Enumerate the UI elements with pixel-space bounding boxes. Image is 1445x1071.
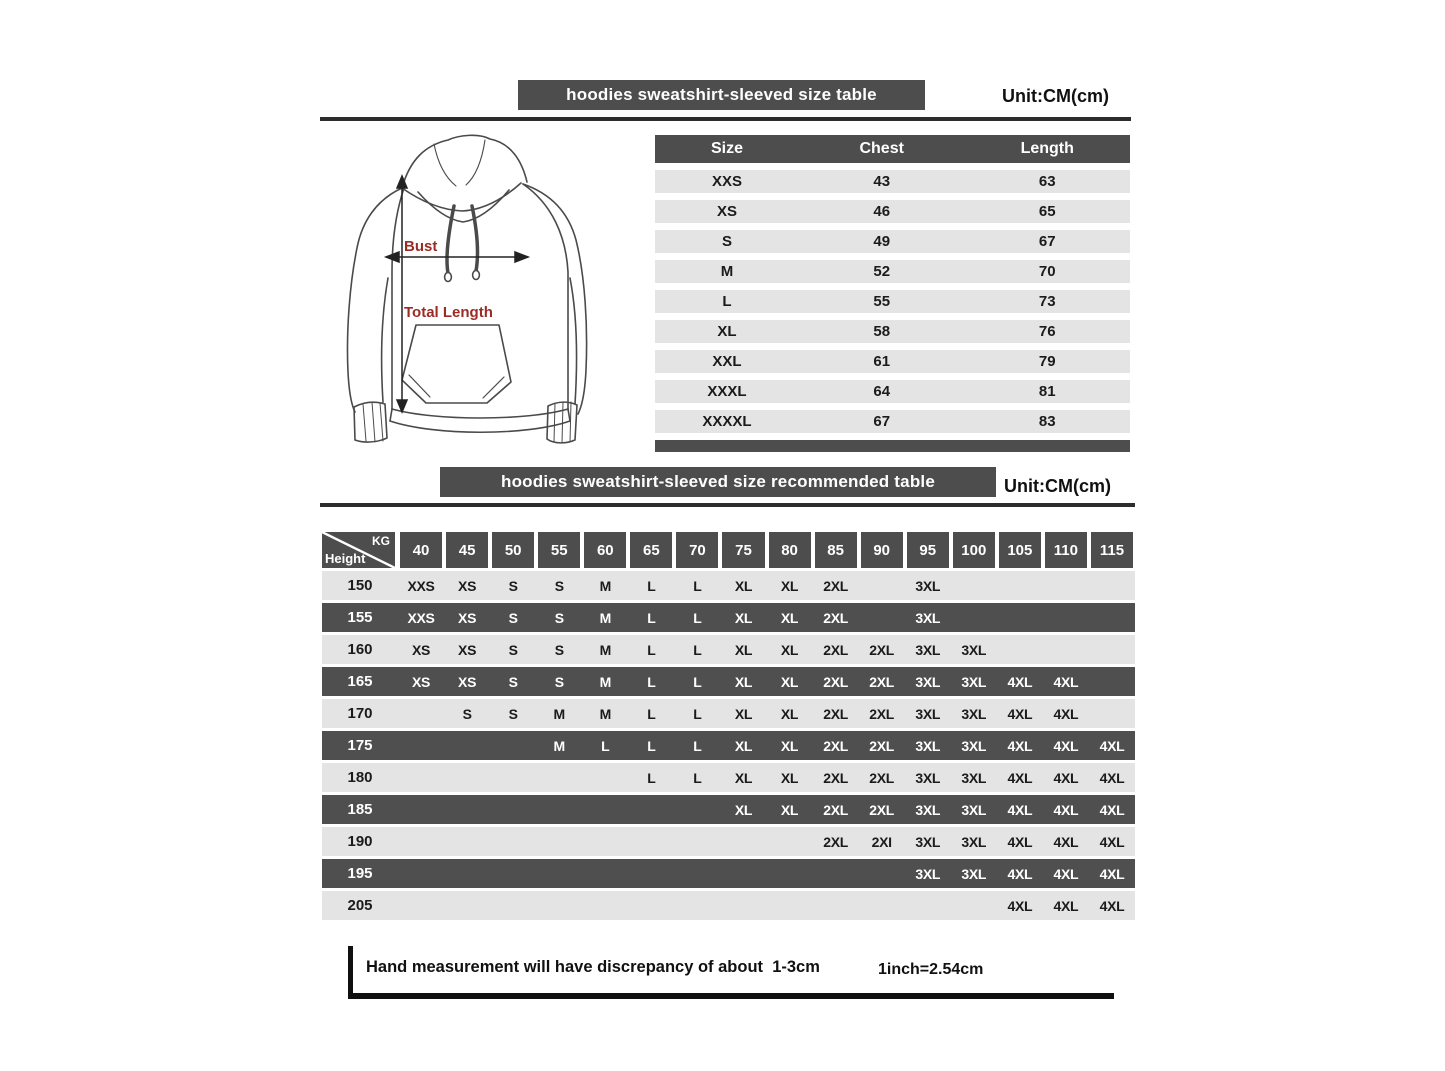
size-row-s [655,230,1130,253]
size-row-xxxl [655,380,1130,403]
recommended-size-cell: 2XL [869,641,895,658]
recommended-size-cell: 2XL [869,705,895,722]
recommended-size-cell: M [599,705,611,722]
recommended-size-cell [859,891,905,920]
recommended-size-cell: L [693,737,702,754]
size-cell: 63 [1038,173,1056,190]
recommended-size-cell: L [647,769,656,786]
recommended-size-cell: XL [780,673,799,690]
weight-header-110: 110 [1045,532,1087,568]
recommended-size-cell: L [693,577,702,594]
height-label: 170 [347,705,373,722]
note-underline [348,993,1114,999]
recommended-size-cell: 2XL [823,673,848,690]
recommended-size-cell [720,827,766,856]
recommended-size-cell [951,603,997,632]
height-label: 180 [347,769,373,786]
weight-header-45: 45 [446,532,488,568]
recommended-size-cell [720,859,766,888]
column-header-chest: Chest [859,140,904,157]
height-label: 205 [347,897,373,914]
recommended-size-cell: XL [734,609,753,626]
size-cell: XXS [711,173,742,190]
recommended-size-cell: 2XL [823,769,848,786]
height-row-150 [322,571,1135,600]
recommended-size-cell: 2XL [823,641,848,658]
weight-header-55: 55 [538,532,580,568]
weight-header-115: 115 [1091,532,1133,568]
recommended-size-cell: 3XL [961,737,987,754]
height-row-155 [322,603,1135,632]
recommended-size-cell [997,603,1043,632]
recommended-size-cell [490,731,536,760]
size-cell: XXL [712,353,742,370]
size-cell: L [722,293,732,310]
weight-header-65: 65 [630,532,672,568]
recommended-size-cell: M [553,705,565,722]
weight-header-105: 105 [999,532,1041,568]
recommended-size-cell: XS [458,577,477,594]
size-cell: M [720,263,734,280]
recommended-size-cell: 4XL [1007,897,1033,914]
recommended-size-cell: M [599,641,611,658]
recommended-size-cell [444,763,490,792]
recommended-size-cell [1043,635,1089,664]
recommended-size-cell: XL [734,641,753,658]
recommended-size-cell [859,571,905,600]
height-label: 150 [347,577,373,594]
recommended-size-cell: 4XL [1099,801,1125,818]
height-row-180 [322,763,1135,792]
recommended-size-cell: XL [734,705,753,722]
size-row-m [655,260,1130,283]
recommended-size-cell: 2XL [823,609,848,626]
recommended-size-cell: 2XL [823,577,848,594]
weight-header-60: 60 [584,532,626,568]
recommended-size-cell [951,891,997,920]
recommended-size-cell: S [554,577,564,594]
column-header-size: Size [710,140,743,157]
recommended-size-cell [628,827,674,856]
recommended-size-cell [536,795,582,824]
recommended-size-cell: 4XL [1053,737,1079,754]
recommended-size-cell [813,891,859,920]
recommended-size-cell: L [647,641,656,658]
recommended-size-cell: S [508,577,518,594]
recommended-size-cell [951,571,997,600]
recommended-size-cell: 2XL [869,673,895,690]
measurement-discrepancy-note: Hand measurement will have discrepancy of about 1-3cm [366,958,820,976]
recommended-size-cell: XL [780,801,799,818]
recommended-size-cell: XL [780,737,799,754]
recommended-size-cell [1043,603,1089,632]
size-row-xl [655,320,1130,343]
recommended-size-cell [490,859,536,888]
recommended-size-cell [1089,667,1135,696]
recommended-size-cell: 3XL [915,577,941,594]
size-cell: 83 [1038,413,1056,430]
recommended-size-cell: 3XL [961,801,987,818]
recommended-size-cell: XL [780,705,799,722]
weight-header-100: 100 [953,532,995,568]
recommended-size-cell: 3XL [961,673,987,690]
recommended-size-cell: 3XL [915,833,941,850]
height-row-165 [322,667,1135,696]
recommended-size-cell: 4XL [1099,737,1125,754]
height-row-185 [322,795,1135,824]
recommended-size-cell: 4XL [1007,737,1033,754]
size-table-header [655,135,1130,163]
recommended-size-cell [398,859,444,888]
recommended-size-cell: M [599,577,611,594]
recommended-size-cell: L [647,737,656,754]
recommended-size-cell: 4XL [1053,897,1079,914]
divider-bottom [320,503,1135,507]
recommended-size-cell [674,859,720,888]
recommended-size-cell [628,795,674,824]
recommended-size-cell: 3XL [915,705,941,722]
recommended-size-cell: 2XI [871,833,892,850]
recommended-size-cell: XS [458,673,477,690]
recommended-size-cell: 2XL [823,833,848,850]
recommended-size-cell [1043,571,1089,600]
recommended-size-cell: S [554,641,564,658]
recommended-size-cell: L [601,737,610,754]
size-cell: 76 [1038,323,1056,340]
size-cell: XS [716,203,737,220]
size-row-xxxxl [655,410,1130,433]
recommended-size-cell [674,891,720,920]
recommended-table-title-banner: hoodies sweatshirt-sleeved size recommended table [440,467,996,497]
size-row-xxs [655,170,1130,193]
recommended-size-cell: 3XL [915,737,941,754]
size-cell: 49 [873,233,891,250]
height-row-195 [322,859,1135,888]
recommended-size-cell [582,763,628,792]
recommended-size-cell [490,795,536,824]
height-label: 175 [347,737,373,754]
recommended-size-cell [490,891,536,920]
recommended-size-cell [398,891,444,920]
recommended-size-cell: S [508,673,518,690]
weight-header-80: 80 [769,532,811,568]
recommended-size-cell [628,891,674,920]
recommended-size-cell: L [647,609,656,626]
recommended-size-cell [1089,603,1135,632]
recommended-size-cell: 2XL [823,705,848,722]
recommended-size-cell [536,827,582,856]
height-row-170 [322,699,1135,728]
recommended-size-cell [444,859,490,888]
recommended-size-cell: 4XL [1099,769,1125,786]
recommended-size-cell: L [693,705,702,722]
recommended-size-cell: 2XL [869,769,895,786]
recommended-size-cell: 4XL [1099,865,1125,882]
unit-label-bottom: Unit:CM(cm) [1004,476,1111,496]
weight-header-95: 95 [907,532,949,568]
height-label: 165 [347,673,373,690]
recommended-size-cell [536,891,582,920]
size-cell: 64 [873,383,891,400]
recommended-size-cell: XL [780,769,799,786]
recommended-size-cell [767,859,813,888]
height-row-160 [322,635,1135,664]
recommended-size-cell [997,571,1043,600]
recommended-size-cell: 2XL [823,801,848,818]
recommended-size-cell [398,731,444,760]
recommended-size-cell: XXS [407,609,435,626]
recommended-size-cell: XS [411,673,431,690]
size-cell: 58 [873,323,891,340]
recommended-size-cell [1089,571,1135,600]
weight-header-50: 50 [492,532,534,568]
recommended-size-cell: 4XL [1053,673,1079,690]
inch-conversion-note: 1inch=2.54cm [878,961,984,978]
recommended-size-cell: L [647,577,656,594]
recommended-size-cell [859,603,905,632]
column-header-length: Length [1020,140,1074,157]
recommended-size-cell: L [693,769,702,786]
weight-header-70: 70 [676,532,718,568]
recommended-size-cell [398,699,444,728]
recommended-size-cell [767,827,813,856]
recommended-size-cell: XL [780,577,799,594]
corner-height-label: Height [325,551,366,566]
unit-label-top: Unit:CM(cm) [1002,86,1109,106]
recommended-size-cell: 2XL [823,737,848,754]
recommended-size-cell: XXS [407,577,435,594]
size-cell: 67 [873,413,891,430]
recommended-size-cell: XL [734,801,753,818]
recommended-size-cell: 4XL [1099,897,1125,914]
weight-header-75: 75 [722,532,764,568]
kg-height-corner-cell [322,532,395,568]
size-row-xs [655,200,1130,223]
recommended-size-cell: 4XL [1053,865,1079,882]
recommended-size-cell: S [554,673,564,690]
recommended-size-cell: 4XL [1007,833,1033,850]
recommended-size-cell: 3XL [915,801,941,818]
recommended-size-cell: 3XL [961,865,987,882]
recommended-size-cell: 2XL [869,737,895,754]
recommended-size-cell: 3XL [961,641,987,658]
size-cell: 81 [1038,383,1056,400]
size-cell: 46 [873,203,891,220]
recommended-size-cell: XL [734,673,753,690]
recommended-size-cell: XS [458,641,477,658]
recommended-size-cell: M [599,673,611,690]
recommended-size-cell: XL [780,609,799,626]
recommended-size-cell [398,763,444,792]
recommended-size-cell: 4XL [1007,673,1033,690]
weight-header-90: 90 [861,532,903,568]
recommended-size-cell [1089,699,1135,728]
note-left-bar [348,946,353,998]
recommended-size-cell: S [508,609,518,626]
size-table [655,135,1130,452]
recommended-size-table [322,532,1135,920]
height-label: 160 [347,641,373,658]
recommended-size-cell: XS [458,609,477,626]
bust-label: Bust [404,238,438,255]
recommended-size-cell [444,827,490,856]
recommended-size-cell: 3XL [915,641,941,658]
recommended-size-cell [582,827,628,856]
size-cell: XL [717,323,737,340]
recommended-size-cell: L [647,705,656,722]
recommended-size-cell [398,795,444,824]
size-cell: 65 [1038,203,1056,220]
recommended-size-cell: S [462,705,472,722]
recommended-size-cell: 4XL [1007,865,1033,882]
recommended-size-cell: S [508,641,518,658]
recommended-size-cell [444,891,490,920]
size-cell: 52 [873,263,891,280]
recommended-size-cell: 4XL [1099,833,1125,850]
size-cell: 61 [873,353,891,370]
height-label: 185 [347,801,373,818]
recommended-size-cell [720,891,766,920]
recommended-size-cell [859,859,905,888]
size-cell: 79 [1038,353,1056,370]
recommended-size-cell: L [693,641,702,658]
recommended-size-cell: XL [780,641,799,658]
recommended-size-cell: 4XL [1007,705,1033,722]
corner-kg-label: KG [372,534,390,548]
recommended-size-cell [628,859,674,888]
recommended-size-cell: XL [734,737,753,754]
recommended-size-cell [398,827,444,856]
recommended-size-cell [997,635,1043,664]
recommended-size-cell [767,891,813,920]
recommended-size-cell: 3XL [915,673,941,690]
size-cell: 70 [1038,263,1056,280]
height-row-190 [322,827,1135,856]
recommended-size-cell [582,795,628,824]
recommended-size-cell: 4XL [1053,769,1079,786]
size-cell: XXXXL [702,413,752,430]
recommended-size-cell: 4XL [1053,705,1079,722]
recommended-size-cell: 3XL [961,833,987,850]
recommended-size-cell: M [599,609,611,626]
recommended-size-cell [536,763,582,792]
recommended-size-cell [490,827,536,856]
recommended-size-cell [444,795,490,824]
recommended-size-cell [674,827,720,856]
recommended-size-cell: 3XL [915,609,941,626]
recommended-size-cell: XL [734,769,753,786]
recommended-size-cell: 3XL [915,769,941,786]
recommended-size-cell [1089,635,1135,664]
hoodie-measurement-diagram [330,130,630,460]
recommended-size-cell [582,859,628,888]
recommended-size-cell: L [647,673,656,690]
recommended-size-cell: L [693,673,702,690]
size-cell: 55 [873,293,891,310]
recommended-size-cell [813,859,859,888]
height-row-205 [322,891,1135,920]
size-cell: S [721,233,732,250]
recommended-table-header [322,532,1135,568]
size-cell: XXXL [707,383,747,400]
recommended-size-cell: 4XL [1053,801,1079,818]
recommended-size-cell [905,891,951,920]
recommended-size-cell: XL [734,577,753,594]
weight-header-85: 85 [815,532,857,568]
recommended-size-cell [674,795,720,824]
recommended-size-cell: S [554,609,564,626]
recommended-size-cell: 3XL [915,865,941,882]
recommended-size-cell: 3XL [961,769,987,786]
recommended-size-cell: L [693,609,702,626]
height-label: 155 [347,609,373,626]
size-table-bottom-bar [655,440,1130,452]
recommended-size-cell: S [508,705,518,722]
total-length-label: Total Length [404,304,493,321]
size-row-xxl [655,350,1130,373]
recommended-size-cell [582,891,628,920]
size-row-l [655,290,1130,313]
height-label: 195 [347,865,373,882]
recommended-size-cell: 4XL [1053,833,1079,850]
recommended-size-cell: 4XL [1007,801,1033,818]
recommended-size-cell: 4XL [1007,769,1033,786]
recommended-size-cell: XS [411,641,431,658]
weight-header-40: 40 [400,532,442,568]
height-row-175 [322,731,1135,760]
height-label: 190 [347,833,373,850]
recommended-size-cell [536,859,582,888]
size-table-title-banner: hoodies sweatshirt-sleeved size table [518,80,925,110]
recommended-size-cell [444,731,490,760]
size-cell: 43 [873,173,891,190]
size-cell: 67 [1038,233,1056,250]
hoodie-outline [347,135,586,443]
recommended-size-cell: 2XL [869,801,895,818]
recommended-size-cell [490,763,536,792]
size-cell: 73 [1038,293,1056,310]
recommended-size-cell: 3XL [961,705,987,722]
recommended-size-cell: M [553,737,565,754]
divider-top [320,117,1131,121]
